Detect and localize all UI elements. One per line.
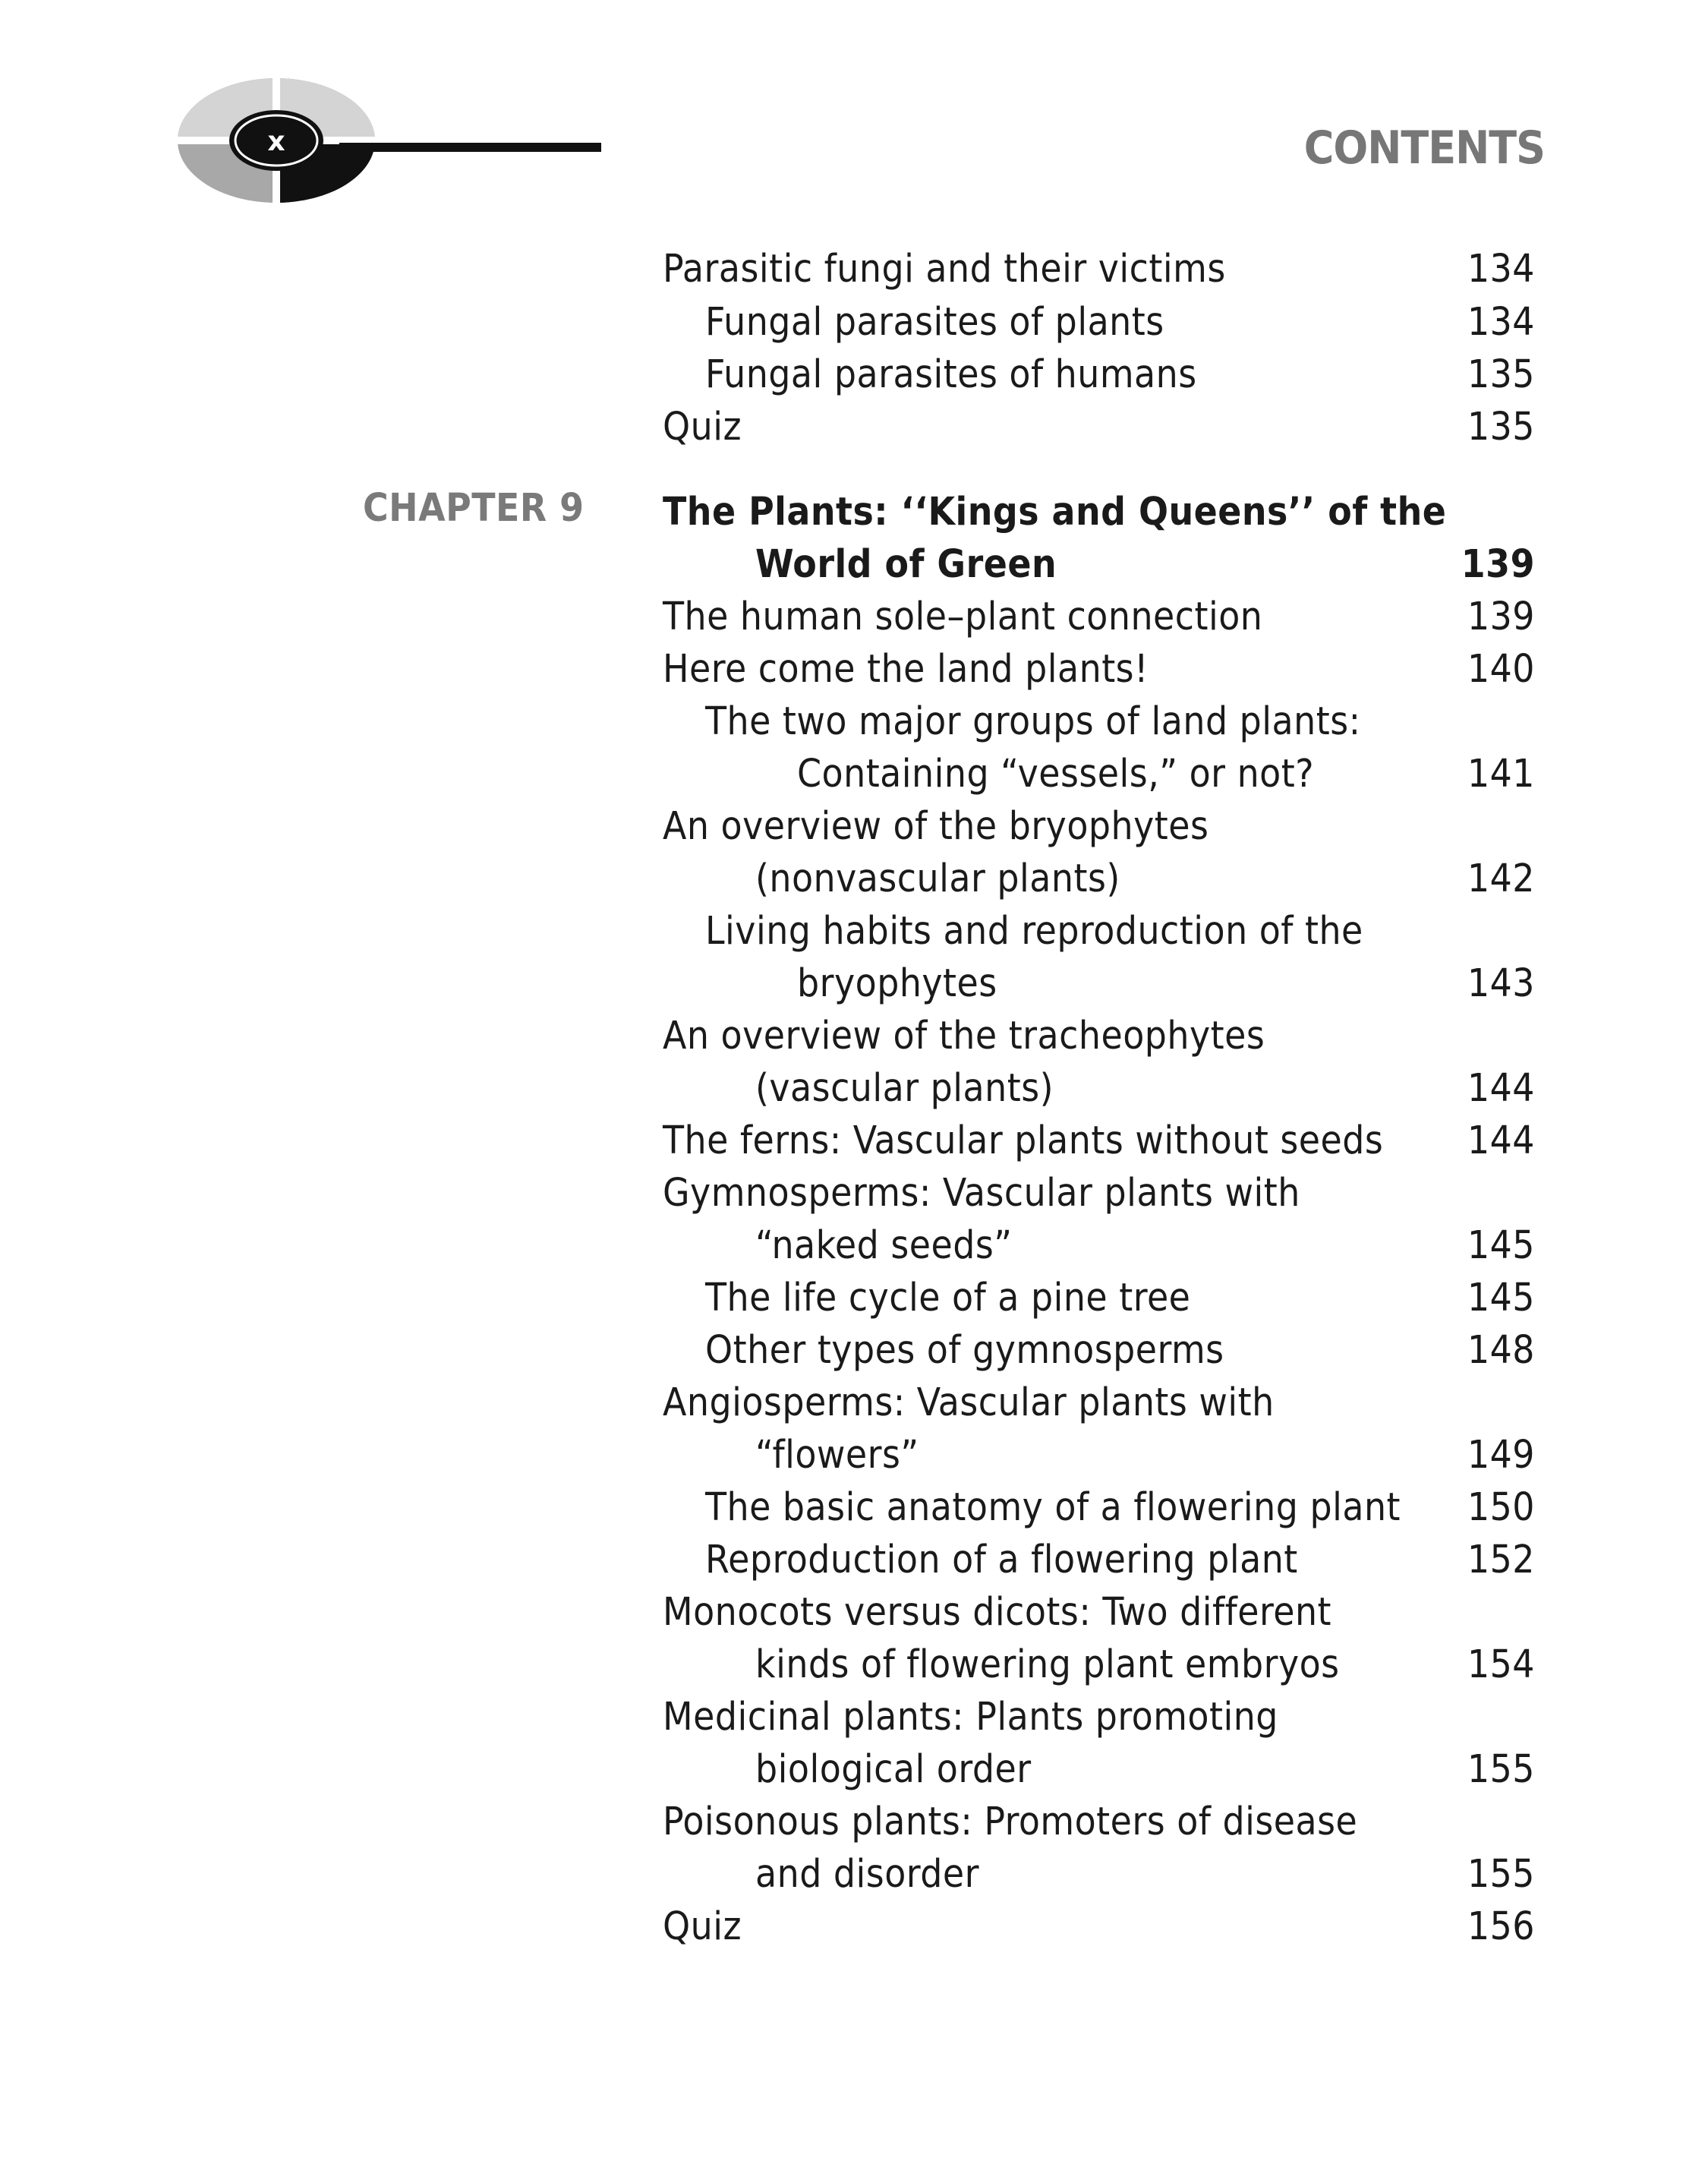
page-number-badge: [176, 76, 601, 212]
toc-entry: [0, 349, 1535, 402]
chapter-title-line-2: World of Green: [755, 542, 1057, 587]
toc-entry-title: Here come the land plants!: [663, 647, 1149, 692]
toc-entry: [0, 800, 1535, 853]
chapter-title: [0, 538, 1535, 591]
toc-entry: [0, 1062, 1535, 1115]
toc-entry-page: 145: [1467, 1223, 1535, 1268]
toc-entry: [0, 591, 1535, 644]
toc-entry: [0, 1481, 1535, 1535]
toc-entry: [0, 1534, 1535, 1587]
toc-entry-title: Monocots versus dicots: Two different: [663, 1590, 1332, 1635]
toc-entry-page: 143: [1467, 961, 1535, 1006]
toc-entry-page: 145: [1467, 1276, 1535, 1320]
toc-entry: [0, 1324, 1535, 1377]
toc-entry-title: Fungal parasites of plants: [705, 300, 1164, 345]
toc-entry-title: “naked seeds”: [755, 1223, 1013, 1268]
toc-entry: [0, 1010, 1535, 1063]
toc-entry-title: Fungal parasites of humans: [705, 352, 1197, 397]
toc-entry: [0, 1377, 1535, 1430]
toc-entry: [0, 1639, 1535, 1692]
toc-entry-page: 135: [1467, 405, 1535, 450]
toc-entry-title: The basic anatomy of a flowering plant: [705, 1485, 1401, 1530]
toc-entry-title: kinds of flowering plant embryos: [755, 1642, 1340, 1687]
toc-entry-page: 156: [1467, 1904, 1535, 1949]
toc-entry: [0, 1901, 1535, 1954]
toc-entry: [0, 243, 1535, 296]
toc-entry-title: The life cycle of a pine tree: [705, 1276, 1191, 1320]
toc-entry-title: (vascular plants): [755, 1066, 1054, 1111]
chapter-label: CHAPTER 9: [363, 486, 585, 531]
toc-entry: [0, 401, 1535, 454]
toc-entry: [0, 1115, 1535, 1168]
toc-entry: [0, 1743, 1535, 1796]
toc-entry: [0, 1691, 1535, 1744]
toc-entry-title: Reproduction of a flowering plant: [705, 1538, 1298, 1582]
toc-entry-title: “flowers”: [755, 1433, 919, 1478]
toc-entry: [0, 1167, 1535, 1220]
toc-entry-title: Living habits and reproduction of the: [705, 909, 1363, 954]
toc-entry-page: 142: [1467, 856, 1535, 901]
toc-entry-page: 154: [1467, 1642, 1535, 1687]
toc-entry-page: 149: [1467, 1433, 1535, 1478]
toc-entry-page: 140: [1467, 647, 1535, 692]
toc-entry-page: 152: [1467, 1538, 1535, 1582]
toc-entry: [0, 1429, 1535, 1482]
toc-entry: [0, 696, 1535, 749]
toc-entry: [0, 957, 1535, 1011]
toc-entry: [0, 296, 1535, 349]
toc-entry-page: 134: [1467, 300, 1535, 345]
toc-entry-title: Other types of gymnosperms: [705, 1328, 1224, 1373]
toc-entry-page: 150: [1467, 1485, 1535, 1530]
page-number: x: [267, 126, 285, 157]
page-logo-icon: [176, 76, 601, 209]
toc-entry-title: Quiz: [663, 405, 742, 450]
chapter-title-line-1: The Plants: ‘‘Kings and Queens’’ of the: [663, 490, 1447, 535]
toc-entry: [0, 1272, 1535, 1325]
toc-entry: [0, 643, 1535, 696]
toc-entry-page: 155: [1467, 1852, 1535, 1897]
toc-entry-title: Poisonous plants: Promoters of disease: [663, 1800, 1358, 1844]
toc-entry-title: biological order: [755, 1747, 1032, 1792]
toc-entry: [0, 748, 1535, 801]
toc-entry-page: 148: [1467, 1328, 1535, 1373]
toc-entry: [0, 1586, 1535, 1639]
toc-entry-title: bryophytes: [797, 961, 997, 1006]
toc-entry-title: An overview of the bryophytes: [663, 804, 1209, 849]
toc-entry-page: 144: [1467, 1118, 1535, 1163]
toc-entry-title: Quiz: [663, 1904, 742, 1949]
chapter-title: [0, 486, 1535, 539]
toc-entry-title: An overview of the tracheophytes: [663, 1014, 1265, 1058]
toc-entry-title: The ferns: Vascular plants without seeds: [663, 1118, 1384, 1163]
toc-entry: [0, 1848, 1535, 1901]
toc-entry: [0, 1796, 1535, 1849]
toc-entry-page: 139: [1467, 595, 1535, 639]
toc-entry-page: 134: [1467, 247, 1535, 292]
toc-entry-title: Parasitic fungi and their victims: [663, 247, 1226, 292]
toc-entry-page: 141: [1467, 752, 1535, 797]
toc-entry: [0, 905, 1535, 958]
toc-entry-title: (nonvascular plants): [755, 856, 1120, 901]
running-head-title: CONTENTS: [1303, 121, 1545, 175]
toc-entry-page: 135: [1467, 352, 1535, 397]
toc-entry-title: Gymnosperms: Vascular plants with: [663, 1171, 1300, 1216]
toc-entry-title: Angiosperms: Vascular plants with: [663, 1380, 1275, 1425]
toc-entry: [0, 1219, 1535, 1273]
toc-entry-title: Containing “vessels,” or not?: [797, 752, 1315, 797]
toc-entry-title: The two major groups of land plants:: [705, 699, 1361, 744]
toc-entry: [0, 853, 1535, 906]
toc-entry-title: The human sole–plant connection: [663, 595, 1263, 639]
toc-entry-page: 155: [1467, 1747, 1535, 1792]
toc-entry-title: Medicinal plants: Plants promoting: [663, 1695, 1278, 1740]
toc-entry-title: and disorder: [755, 1852, 979, 1897]
chapter-start-page: 139: [1461, 542, 1535, 587]
toc-entry-page: 144: [1467, 1066, 1535, 1111]
